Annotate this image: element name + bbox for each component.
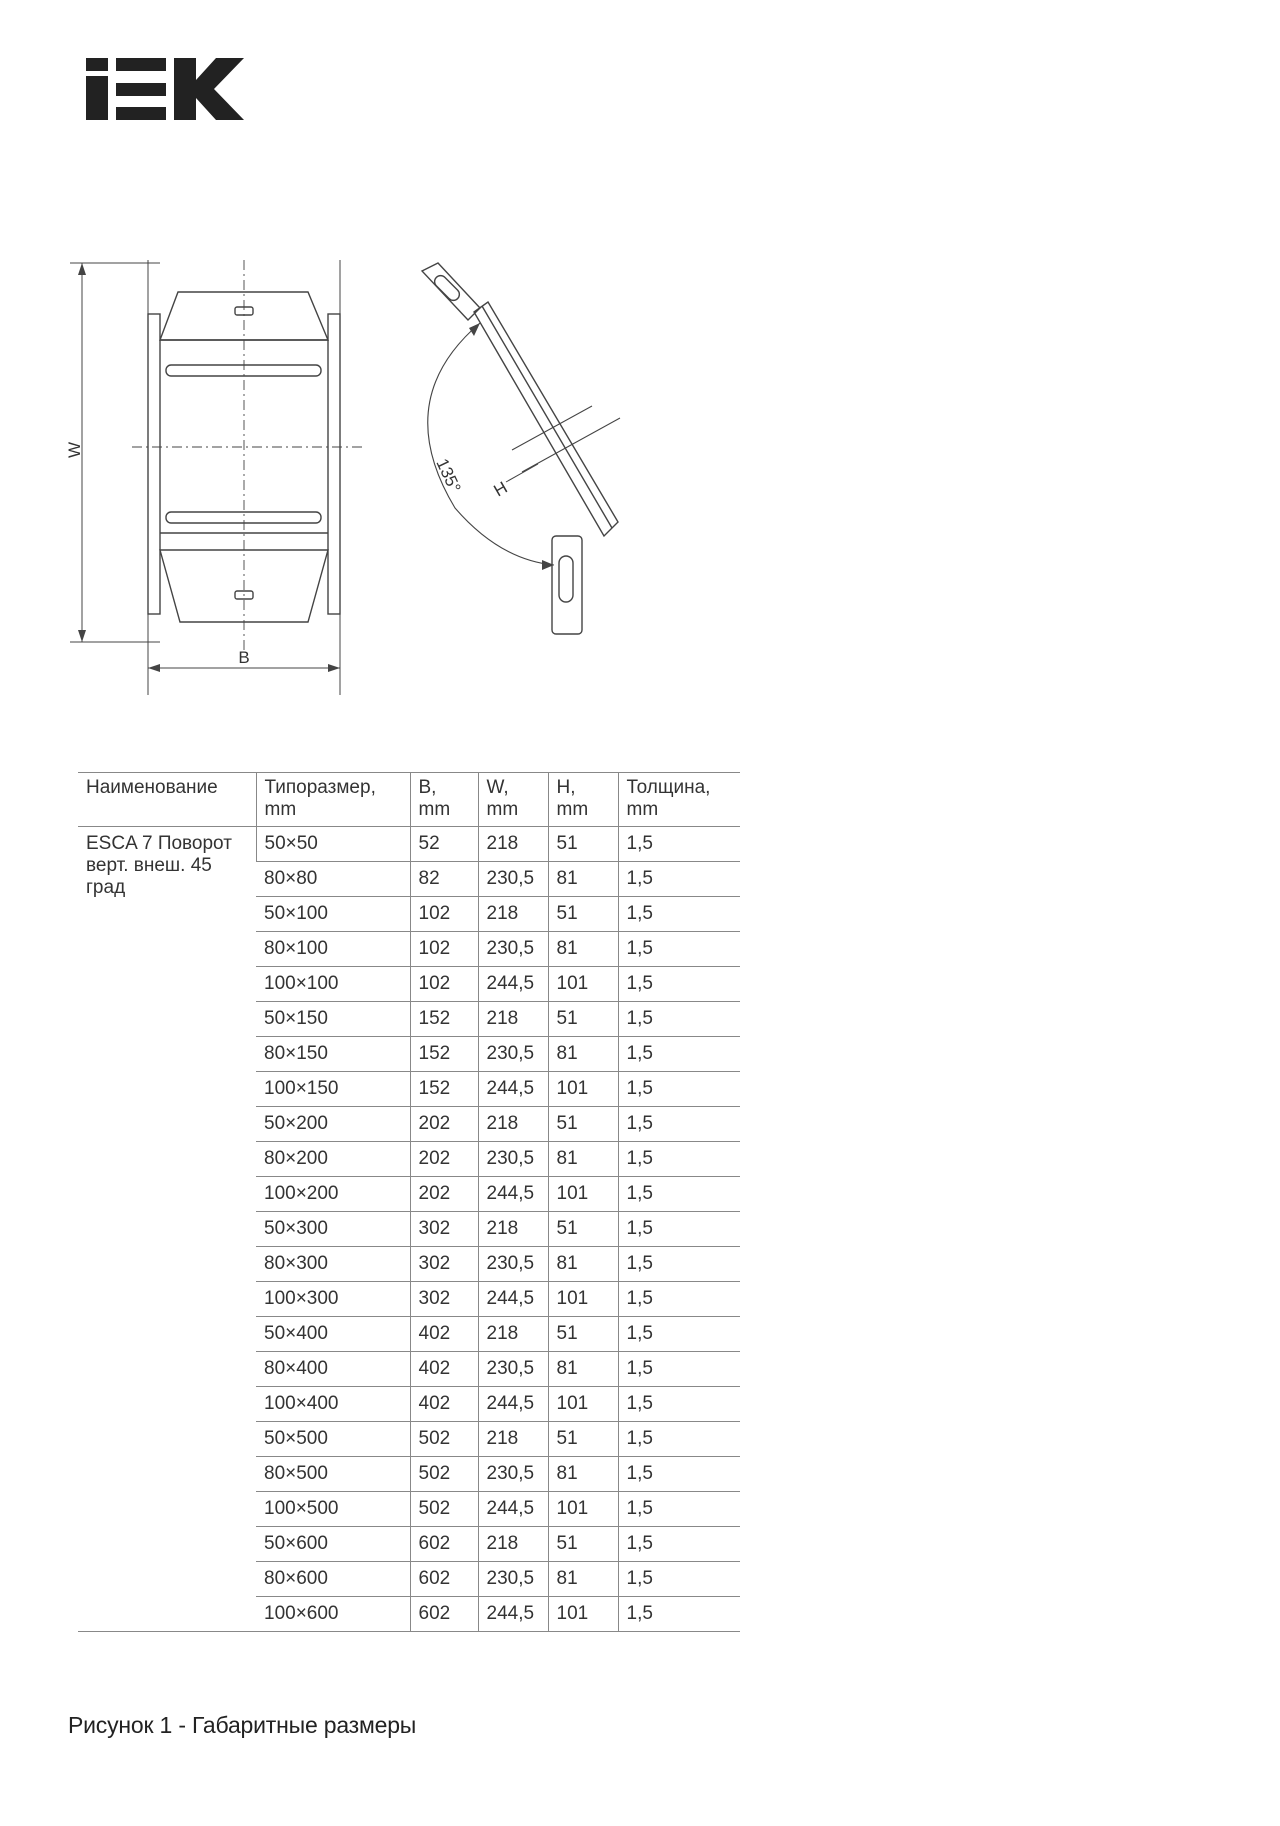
cell-thickness: 1,5 [618,1527,740,1562]
cell-b: 602 [410,1562,478,1597]
cell-b: 302 [410,1212,478,1247]
dimension-h-label: H [490,477,511,501]
cell-w: 244,5 [478,967,548,1002]
cell-h: 101 [548,1072,618,1107]
cell-size: 100×150 [256,1072,410,1107]
cell-thickness: 1,5 [618,1597,740,1632]
cell-h: 81 [548,862,618,897]
cell-h: 81 [548,1142,618,1177]
header-thickness: Толщина, mm [618,773,740,827]
cell-size: 50×600 [256,1527,410,1562]
cell-h: 101 [548,1597,618,1632]
cell-w: 230,5 [478,1352,548,1387]
front-view [70,260,362,695]
cell-b: 502 [410,1492,478,1527]
cell-w: 230,5 [478,862,548,897]
cell-size: 50×50 [256,827,410,862]
cell-b: 102 [410,932,478,967]
cell-b: 152 [410,1072,478,1107]
cell-thickness: 1,5 [618,827,740,862]
cell-thickness: 1,5 [618,897,740,932]
cell-h: 101 [548,1177,618,1212]
cell-w: 218 [478,1212,548,1247]
cell-h: 101 [548,1387,618,1422]
cell-w: 230,5 [478,1142,548,1177]
cell-h: 51 [548,1527,618,1562]
cell-thickness: 1,5 [618,967,740,1002]
cell-h: 51 [548,827,618,862]
cell-w: 230,5 [478,1562,548,1597]
cell-thickness: 1,5 [618,1457,740,1492]
cell-thickness: 1,5 [618,932,740,967]
cell-h: 81 [548,1562,618,1597]
cell-thickness: 1,5 [618,862,740,897]
cell-w: 218 [478,827,548,862]
cell-w: 244,5 [478,1072,548,1107]
cell-b: 302 [410,1282,478,1317]
cell-w: 244,5 [478,1492,548,1527]
cell-w: 244,5 [478,1387,548,1422]
cell-thickness: 1,5 [618,1072,740,1107]
cell-thickness: 1,5 [618,1492,740,1527]
cell-size: 50×200 [256,1107,410,1142]
cell-b: 502 [410,1422,478,1457]
cell-w: 244,5 [478,1282,548,1317]
cell-h: 101 [548,1492,618,1527]
cell-thickness: 1,5 [618,1387,740,1422]
cell-h: 51 [548,1422,618,1457]
cell-h: 81 [548,1247,618,1282]
cell-thickness: 1,5 [618,1177,740,1212]
cell-w: 218 [478,1317,548,1352]
cell-thickness: 1,5 [618,1317,740,1352]
cell-size: 80×400 [256,1352,410,1387]
cell-h: 51 [548,1107,618,1142]
cell-thickness: 1,5 [618,1002,740,1037]
angle-label: 135° [432,455,465,496]
cell-thickness: 1,5 [618,1107,740,1142]
dimension-w-label: W [65,441,84,459]
product-name-cell: ESCA 7 Поворот верт. внеш. 45 град [78,827,256,1632]
cell-b: 202 [410,1177,478,1212]
cell-size: 100×200 [256,1177,410,1212]
cell-h: 51 [548,1212,618,1247]
cell-w: 244,5 [478,1177,548,1212]
cell-size: 50×500 [256,1422,410,1457]
cell-b: 152 [410,1037,478,1072]
cell-thickness: 1,5 [618,1562,740,1597]
header-h: H, mm [548,773,618,827]
cell-w: 244,5 [478,1597,548,1632]
cell-b: 402 [410,1352,478,1387]
cell-b: 602 [410,1527,478,1562]
cell-h: 51 [548,897,618,932]
figure-caption: Рисунок 1 - Габаритные размеры [68,1712,417,1738]
cell-thickness: 1,5 [618,1142,740,1177]
cell-b: 152 [410,1002,478,1037]
cell-size: 80×300 [256,1247,410,1282]
cell-b: 302 [410,1247,478,1282]
cell-thickness: 1,5 [618,1212,740,1247]
cell-size: 100×500 [256,1492,410,1527]
cell-size: 80×150 [256,1037,410,1072]
cell-h: 81 [548,1352,618,1387]
cell-h: 81 [548,1457,618,1492]
cell-w: 230,5 [478,1037,548,1072]
cell-size: 100×400 [256,1387,410,1422]
cell-b: 102 [410,897,478,932]
cell-b: 402 [410,1317,478,1352]
table-body [78,827,740,1632]
header-size: Типоразмер, mm [256,773,410,827]
technical-drawing [60,250,660,700]
cell-size: 100×600 [256,1597,410,1632]
cell-h: 51 [548,1002,618,1037]
cell-size: 50×100 [256,897,410,932]
cell-b: 402 [410,1387,478,1422]
dimension-b-label: B [238,648,250,667]
cell-size: 80×200 [256,1142,410,1177]
cell-b: 52 [410,827,478,862]
iek-logo [86,58,244,120]
cell-size: 50×400 [256,1317,410,1352]
cell-size: 80×100 [256,932,410,967]
header-b: B, mm [410,773,478,827]
cell-h: 101 [548,967,618,1002]
cell-w: 218 [478,1107,548,1142]
header-w: W, mm [478,773,548,827]
cell-thickness: 1,5 [618,1282,740,1317]
cell-size: 80×500 [256,1457,410,1492]
cell-w: 218 [478,1002,548,1037]
cell-thickness: 1,5 [618,1037,740,1072]
cell-b: 502 [410,1457,478,1492]
cell-w: 218 [478,1422,548,1457]
cell-size: 100×100 [256,967,410,1002]
cell-b: 602 [410,1597,478,1632]
cell-h: 81 [548,1037,618,1072]
table-header-row [78,773,740,827]
cell-thickness: 1,5 [618,1247,740,1282]
cell-h: 51 [548,1317,618,1352]
cell-w: 230,5 [478,932,548,967]
cell-w: 230,5 [478,1457,548,1492]
cell-h: 101 [548,1282,618,1317]
cell-thickness: 1,5 [618,1422,740,1457]
cell-b: 202 [410,1142,478,1177]
table-row [78,827,740,862]
spec-table-container [78,772,740,1632]
side-view [422,263,620,634]
cell-size: 100×300 [256,1282,410,1317]
cell-b: 202 [410,1107,478,1142]
cell-size: 50×300 [256,1212,410,1247]
cell-size: 80×80 [256,862,410,897]
cell-size: 80×600 [256,1562,410,1597]
cell-w: 230,5 [478,1247,548,1282]
spec-table [78,772,740,1632]
cell-w: 218 [478,897,548,932]
header-name: Наименование [78,773,256,827]
cell-thickness: 1,5 [618,1352,740,1387]
cell-b: 82 [410,862,478,897]
cell-b: 102 [410,967,478,1002]
cell-w: 218 [478,1527,548,1562]
cell-h: 81 [548,932,618,967]
cell-size: 50×150 [256,1002,410,1037]
